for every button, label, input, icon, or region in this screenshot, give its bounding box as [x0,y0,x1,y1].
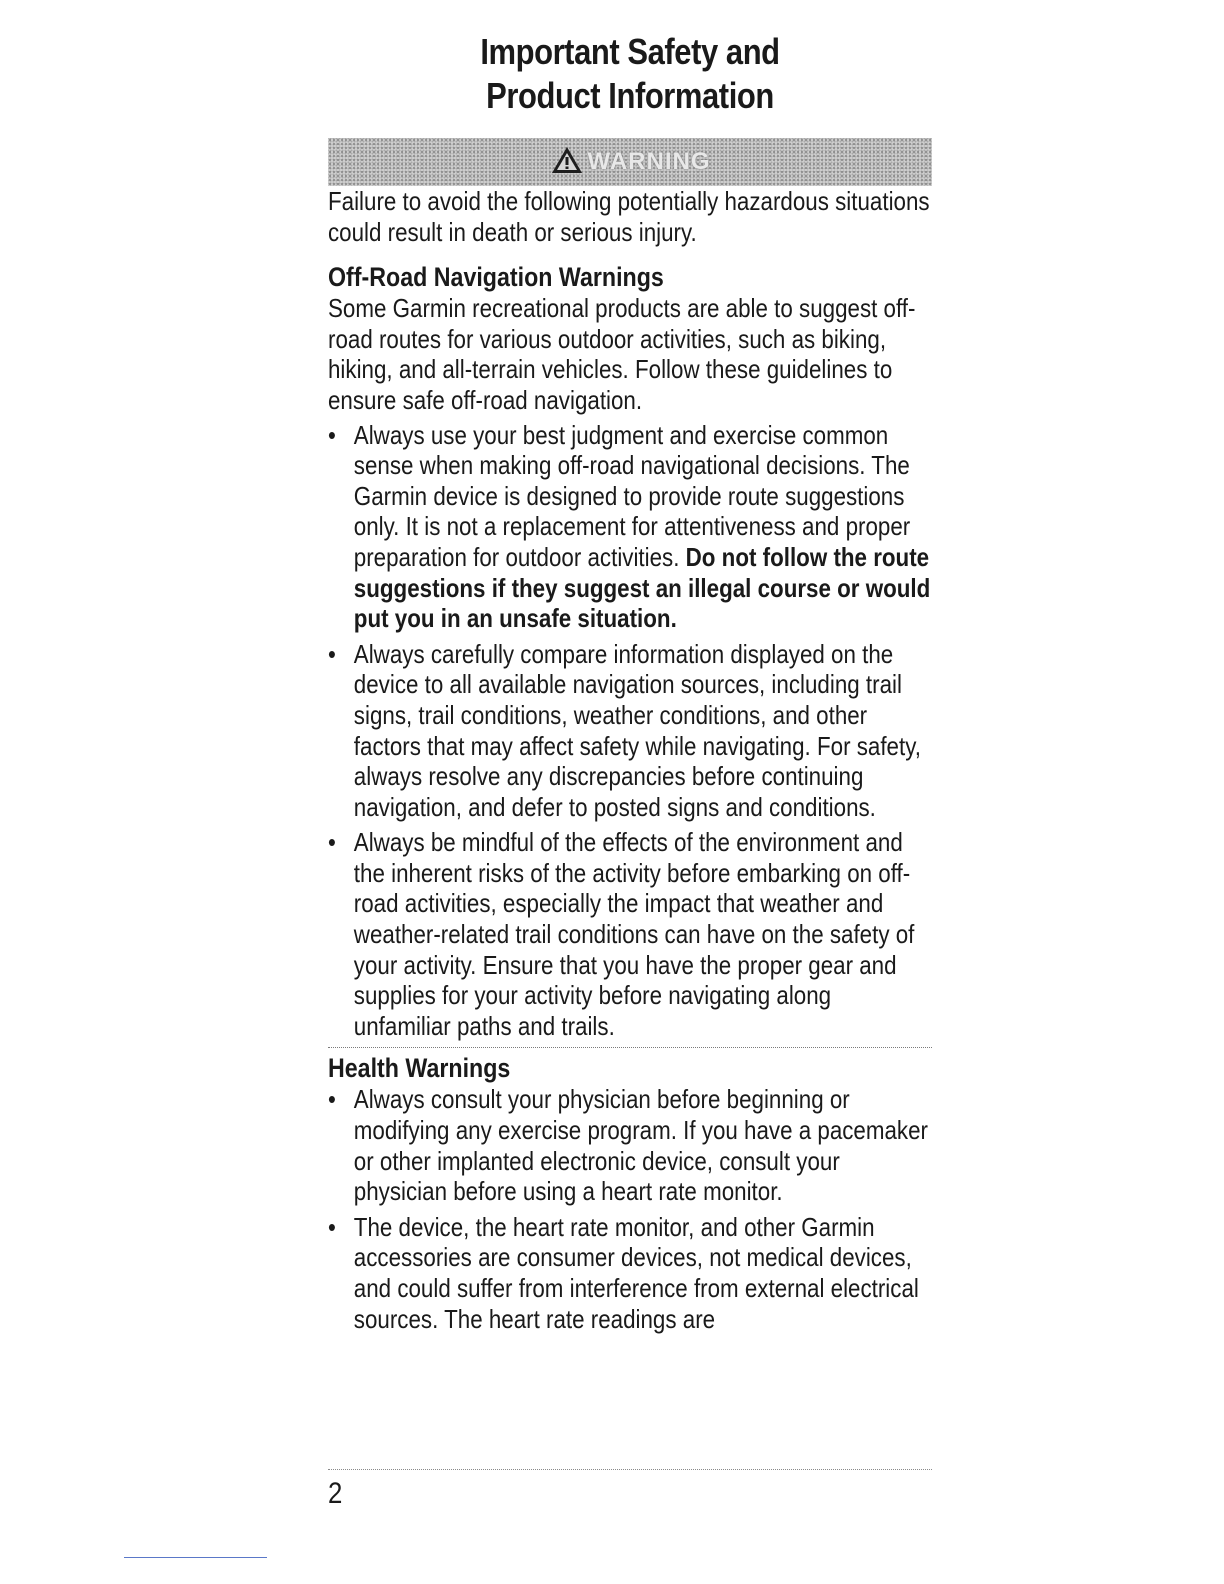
offroad-bullet-1-bold: Do not follow the route suggestions if they suggest an illegal course or would put you in an unsafe situation. [353,541,931,634]
health-bullet-list [328,1084,932,1334]
list-item [328,639,932,823]
intro-text: Failure to avoid the following potentially hazardous situations could result in death or serious injury. [328,186,930,247]
offroad-bullet-list [328,420,932,1042]
offroad-section [328,293,932,1041]
offroad-bullet-3-text: Always be mindful of the effects of the environment and the inherent risks of the activity before embarking on off-road activities, especially the impact that weather and weather-related trail conditions can have on the safety of your activity. Ensure that you have the proper gear and supplies for your activity before navigating along unfamiliar paths and trails. [353,827,915,1041]
list-item [328,420,932,634]
bullet-symbol: • [328,1211,336,1242]
manual-page [328,30,932,1339]
title-line-1: Important Safety and [480,31,780,72]
offroad-bullet-2-text: Always carefully compare information displayed on the device to all available navigation sources, including trail signs, trail conditions, weather conditions, and other factors that may affect safety while navigating. For safety, always resolve any discrepancies before continuing navigation, and defer to posted signs and conditions. [353,638,921,822]
warning-label: WARNING [587,148,711,175]
footer-divider [328,1469,932,1470]
title-line-2: Product Information [486,75,774,116]
bullet-symbol: • [328,419,336,450]
warning-banner [328,138,932,186]
page-number: 2 [328,1477,343,1510]
health-section [328,1084,932,1334]
health-bullet-2-text: The device, the heart rate monitor, and other Garmin accessories are consumer devices, not medical devices, and could suffer from interference from external electrical sources. The heart rate readings are [353,1211,919,1334]
bullet-symbol: • [328,1084,336,1115]
page-title [370,30,889,118]
health-heading: Health Warnings [328,1053,511,1084]
offroad-heading: Off-Road Navigation Warnings [328,262,664,293]
section-divider [328,1047,932,1048]
list-item [328,1212,932,1334]
list-item [328,827,932,1041]
health-bullet-1-text: Always consult your physician before beginning or modifying any exercise program. If you have a pacemaker or other implanted electronic device, consult your physician before using a heart rate monitor. [353,1084,928,1207]
offroad-paragraph: Some Garmin recreational products are able to suggest off-road routes for various outdoor activities, such as biking, hiking, and all-terrain vehicles. Follow these guidelines to ensure safe off-road navigation. [328,293,916,415]
bullet-symbol: • [328,827,336,858]
bullet-symbol: • [328,638,336,669]
warning-triangle-icon [550,145,584,180]
offroad-bullet-1-text: Always use your best judgment and exercise common sense when making off-road navigational decisions. The Garmin device is designed to provide route suggestions only. It is not a replacement for attentiveness and proper preparation for outdoor activities. [353,419,911,572]
list-item [328,1084,932,1206]
scan-artifact-line [124,1557,267,1558]
